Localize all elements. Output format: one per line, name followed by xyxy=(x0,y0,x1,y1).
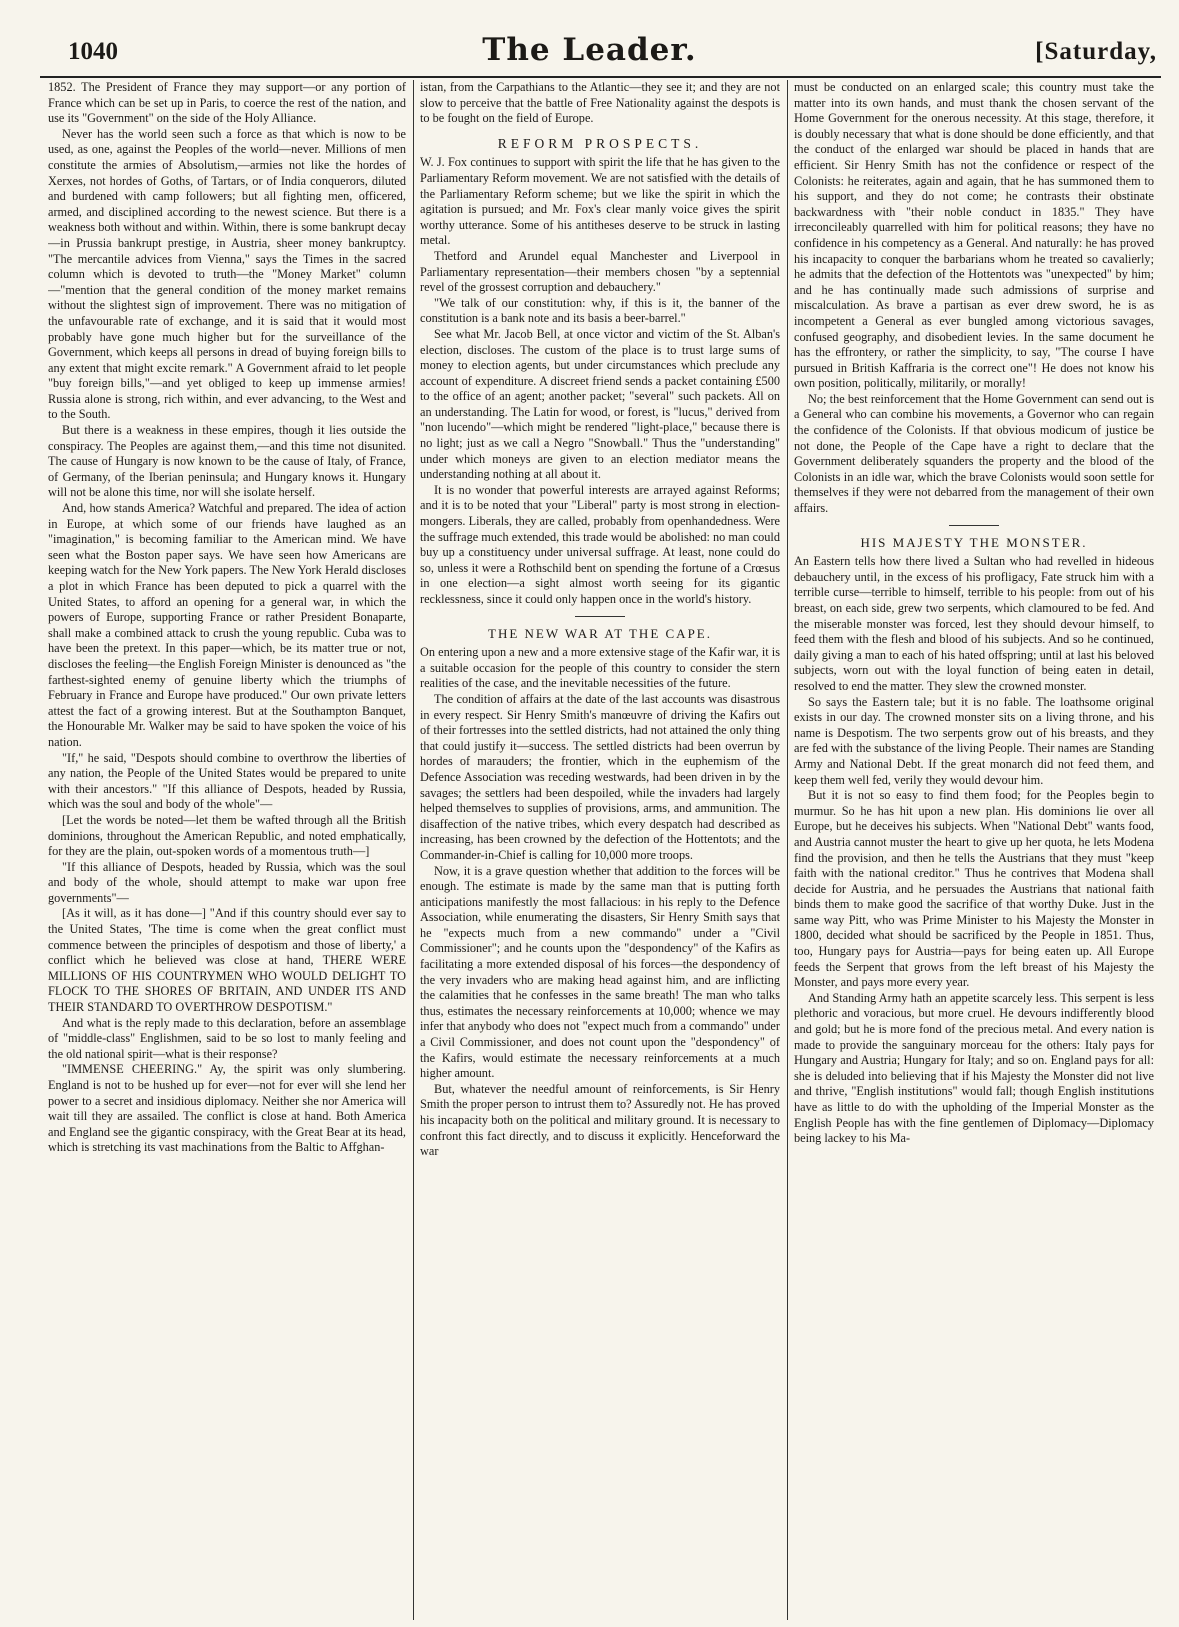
article-paragraph: must be conducted on an enlarged scale; this country must take the matter into its own hands, and must thank the chosen servant of the Home Government for the onerous necessity. At this stage, therefore, it is doubly necessary that what is done should be done efficiently, and that the conduct of the enlarged war should be placed in hands that are efficient. Sir Henry Smith has not the confidence or respect of the Colonists: he reiterates, again and again, that he has summoned them to his support, and they do not come; he contrasts their obstinate backwardness with "their noble conduct in 1835." They have irreconcileably quarrelled with him for political reasons; they have no confidence in his competency as a General. And naturally: he has proved his incapacity to conquer the barbarians whom he treated so cavalierly; he admits that the defection of the Hottentots was "unexpected" by him; and he has continually made such admissions of surprise and miscalculation. As brave a partisan as ever drew sword, he is as incompetent a General as ever bungled among victorious savages, confused geography, and disobedient levies. In the same document he has the effrontery, or rather the simplicity, to say, "The course I have pursued in British Kaffraria is the correct one"! He does not know his own position, politically, militarily, or morally! xyxy=(794,80,1154,391)
reform-prospects-heading: REFORM PROSPECTS. xyxy=(497,135,703,151)
masthead xyxy=(0,28,1179,78)
cape-war-heading: THE NEW WAR AT THE CAPE. xyxy=(488,625,712,641)
article-paragraph: And, how stands America? Watchful and prepared. The idea of action in Europe, at which some of our friends have laughed as an "imagination," is becoming familiar to the American mind. We have seen what the Boston paper says. We have seen how Americans are keeping watch for the New York papers. The New York Herald discloses a plot in which France has been deputed to pick a quarrel with the United States, to afford an opening for a general war, in which the powers of Europe, supporting France or rather President Bonaparte, shall make a combined attack to crush the young republic. Cuba was to have been the pretext. In this paper—which, be its matter true or not, discloses the feeling—the English Foreign Minister is denounced as "the farthest-sighted enemy of genuine liberty which the triumphs of February in France and Europe have produced." Our own private letters attest the fact of a growing interest. But at the Southampton Banquet, the Honourable Mr. Walker may be said to have spoken the voice of his nation. xyxy=(48,501,406,749)
article-paragraph: Now, it is a grave question whether that addition to the forces will be enough. The estimate is made by the same man that is putting forth anticipations manifestly the most fallacious: in his reply to the Defence Association, while enumerating the disasters, Sir Henry Smith says that he "expects much from a new commando" under a "Civil Commissioner"; and he counts upon the "despondency" of the Kafirs as facilitating a more extended disposal of his forces—the despondency of the very invaders who are making head against him, and are inflicting the calamities that he confesses in the same breath! The man who talks thus, estimates the necessary reinforcements at 10,000; whence we may infer that anybody who does not "expect much from a commando" under a Civil Commissioner, and does not count upon the "despondency" of the Kafirs, would estimate the necessary reinforcements at a much higher amount. xyxy=(420,863,780,1081)
issue-day: [Saturday, xyxy=(1035,38,1157,65)
column-divider xyxy=(413,80,414,1620)
newspaper-title: The Leader. xyxy=(482,32,697,68)
article-paragraph: The condition of affairs at the date of the last accounts was disastrous in every respect. Sir Henry Smith's manœuvre of driving the Kafirs out of their fortresses into the settled districts, had not attained the only thing that could justify it—success. The settled districts had been overrun by hordes of marauders; the frontier, which in the euphemism of the Defence Association was receding westwards, had been driven in by the savages; the settlers had been despoiled, while the invaders had largely helped themselves to supplies of provisions, arms, and ammunition. The disaffection of the native tribes, which every despatch had described as increasing, has been crowned by the defection of the Hottentots; and the Commander-in-Chief is calling for 10,000 more troops. xyxy=(420,691,780,862)
article-paragraph: And what is the reply made to this declaration, before an assemblage of "middle-class" Englishmen, said to be so lost to manly feeling and the old national spirit—what is their response? xyxy=(48,1015,406,1061)
column-divider xyxy=(787,80,788,1620)
article-paragraph: "We talk of our constitution: why, if this is it, the banner of the constitution is a bank note and its basis a beer-barrel." xyxy=(420,295,780,326)
article-paragraph: And Standing Army hath an appetite scarcely less. This serpent is less plethoric and voracious, but more cruel. He devours indifferently blood and gold; but he is more fond of the precious metal. And every nation is made to provide the sanguinary morceau for the others: Italy pays for Hungary and Austria; Hungary for Italy; and so on. England pays for all: she is deluded into believing that if his Majesty the Monster did not live and thrive, "English institutions" would fall; though English institutions have as little to do with the upholding of the Imperial Monster as the English People has with the fine gentlemen of Diplomacy—Diplomacy being lackey to his Ma- xyxy=(794,990,1154,1146)
article-paragraph: "If," he said, "Despots should combine to overthrow the liberties of any nation, the People of the United States would be prepared to unite with their ancestors." "If this alliance of Despots, headed by Russia, which was the soul and body of the whole"— xyxy=(48,750,406,812)
article-paragraph: [As it will, as it has done—] "And if this country should ever say to the United States, 'The time is come when the great conflict must commence between the principles of despotism and those of liberty,' a conflict which he believed was close at hand, THERE WERE MILLIONS OF HIS COUNTRYMEN WHO WOULD DELIGHT TO FLOCK TO THE SHORES OF BRITAIN, AND UNDER ITS AND THEIR STANDARD TO OVERTHROW DESPOTISM." xyxy=(48,906,406,1015)
section-divider xyxy=(949,525,999,526)
article-paragraph: It is no wonder that powerful interests are arrayed against Reforms; and it is to be noted that your "Liberal" party is most strong in election-mongers. Liberals, they are called, probably from openhandedness. Were the suffrage much extended, this trade would be abolished: no man could buy up a constituency under universal suffrage. At least, none could do so, unless it were a Rothschild bent on spending the fortune of a Crœsus in one election—a sight almost worth seeing for its gigantic recklessness, since it could only happen once in the world's history. xyxy=(420,482,780,606)
article-paragraph: An Eastern tells how there lived a Sultan who had revelled in hideous debauchery until, in the excess of his profligacy, Fate struck him with a terrible curse—terrible to himself, terrible to his people: from out of his breast, on each side, grew two serpents, which clamoured to be fed. And the miserable monster was forced, lest they should devour himself, to feed them with the flesh and blood of his subjects. And so he continued, daily giving a man to each of his hated offspring; until at last his beloved subjects, worn out with the loyal function of being eaten in detail, resolved to end the matter. They slew the crowned monster. xyxy=(794,554,1154,693)
article-paragraph: But, whatever the needful amount of reinforcements, is Sir Henry Smith the proper person to intrust them to? Assuredly not. He has proved his incapacity both on the political and military ground. It is necessary to confront this fact directly, and to discuss it explicitly. Henceforward the war xyxy=(420,1081,780,1159)
column-2 xyxy=(420,80,780,1620)
article-paragraph: On entering upon a new and a more extensive stage of the Kafir war, it is a suitable occasion for the people of this country to consider the stern realities of the case, and the inevitable necessities of the future. xyxy=(420,645,780,691)
header-rule xyxy=(40,76,1161,78)
article-paragraph: istan, from the Carpathians to the Atlantic—they see it; and they are not slow to perceive that the battle of Free Nationality against the despots is to be fought on the field of Europe. xyxy=(420,80,780,126)
article-paragraph: "IMMENSE CHEERING." Ay, the spirit was only slumbering. England is not to be hushed up for ever—not for ever will she lend her power to a secret and insidious diplomacy. Neither she nor America will wait till they are assailed. The conflict is close at hand. Both America and England see the gigantic conspiracy, with the Great Bear at its head, which is stretching its vast machinations from the Baltic to Affghan- xyxy=(48,1062,406,1155)
article-paragraph: W. J. Fox continues to support with spirit the life that he has given to the Parliamentary Reform movement. We are not satisfied with the details of the Parliamentary Reform scheme; but we like the spirit in which the agitation is pursued; and Mr. Fox's clear manly voice gives the spirit worthy utterance. Some of his antitheses deserve to be struck in lasting metal. xyxy=(420,155,780,248)
page-number: 1040 xyxy=(68,38,118,65)
section-divider xyxy=(575,616,625,617)
article-paragraph: "If this alliance of Despots, headed by Russia, which was the soul and body of the whole, should attempt to make war upon free governments"— xyxy=(48,859,406,905)
article-paragraph: See what Mr. Jacob Bell, at once victor and victim of the St. Alban's election, discloses. The custom of the place is to trust large sums of money to election agents, but under circumstances which preclude any account of expenditure. A discreet friend sends a packet containing £500 to the office of an agent; another packet; "several" such packets. All on an understanding. The Latin for wood, or forest, is "lucus," derived from "non lucendo"—which might be rendered "light-place," because there is no light; just as we call a Negro "Snowball." Thus the "understanding" under which moneys are given to an election mediator means the understanding nothing at all about it. xyxy=(420,326,780,482)
column-3 xyxy=(794,80,1154,1620)
article-paragraph: But it is not so easy to find them food; for the Peoples begin to murmur. So he has hit upon a new plan. His dominions lie over all Europe, but he deceives his subjects. When "National Debt" wants food, and Austria cannot muster the heart to give up her quota, he lets Modena find the provision, and then he tells the Austrians that they must "keep faith with the national creditor." Thus he contrives that Modena shall decide for Austria, and he persuades the Austrians that national faith binds them to make good the sacrifice of that worthy Duke. Just in the same way Pitt, who was Prime Minister to his Majesty the Monster in 1800, decided what should be sacrificed by the People in 1851. Thus, too, Hungary pays for Austria—pays for being eaten up. All Europe feeds the Serpent that grows from the left breast of his Majesty the Monster, and pays more every year. xyxy=(794,788,1154,990)
article-paragraph: But there is a weakness in these empires, though it lies outside the conspiracy. The Peoples are against them,—and this time not disunited. The cause of Hungary is now known to be the cause of Italy, of France, of Germany, of the Iberian peninsula; and Hungary knows it. Hungary will not be alone this time, nor will she isolate herself. xyxy=(48,423,406,500)
column-1 xyxy=(48,80,406,1620)
monster-heading: HIS MAJESTY THE MONSTER. xyxy=(860,534,1088,550)
article-paragraph: Thetford and Arundel equal Manchester and Liverpool in Parliamentary representation—their members chosen "by a septennial revel of the grossest corruption and debauchery." xyxy=(420,248,780,295)
article-paragraph: No; the best reinforcement that the Home Government can send out is a General who can combine his movements, a Governor who can regain the confidence of the Colonists. If that obvious modicum of justice be not done, the People of the Cape have a right to declare that the Government deliberately squanders the property and the blood of the Colonists in an idle war, which the brave Colonists would soon settle for themselves if they were not debarred from the management of their own affairs. xyxy=(794,391,1154,516)
article-paragraph: So says the Eastern tale; but it is no fable. The loathsome original exists in our day. The crowned monster sits on a living throne, and his name is Despotism. The two serpents grow out of his breasts, and they are fed with the substance of the living People. Their names are Standing Army and National Debt. If the great monarch did not feed them, and keep them well fed, verily they would devour him. xyxy=(794,694,1154,787)
article-paragraph: [Let the words be noted—let them be wafted through all the British dominions, throughout the American Republic, and noted emphatically, for they are the plain, out-spoken words of a momentous truth—] xyxy=(48,812,406,859)
article-paragraph: Never has the world seen such a force as that which is now to be used, as one, against the Peoples of the world—never. Millions of men constitute the armies of Absolutism,—armies not like the hordes of Xerxes, not hordes of Goths, of Tartars, or of India conquerors, diluted and burdened with camp followers; but all fighting men, officered, armed, and disciplined according to the newest science. But there is a weakness both without and within. Within, there is some bankrupt decay—in Prussia bankrupt prestige, in Austria, sheer money bankruptcy. "The mercantile advices from Vienna," says the Times in the sacred column which is devoted to truth—the "Money Market" column—"mention that the general condition of the money market remains without the slightest sign of improvement. There was no mitigation of the unfavourable rate of exchange, and it is said that it would most probably have gone much higher but for the surveillance of the Government, which keeps all persons in dread of buying foreign bills to any extent that might excite remark." A Government afraid to let people "buy foreign bills,"—and yet obliged to keep up immense armies! Russia alone is strong, rich within, and ever advancing, to the West and to the South. xyxy=(48,126,406,422)
article-paragraph: 1852. The President of France they may support—or any portion of France which can be set up in Paris, to coerce the rest of the nation, and use its "Government" on the side of the Holy Alliance. xyxy=(48,80,406,126)
